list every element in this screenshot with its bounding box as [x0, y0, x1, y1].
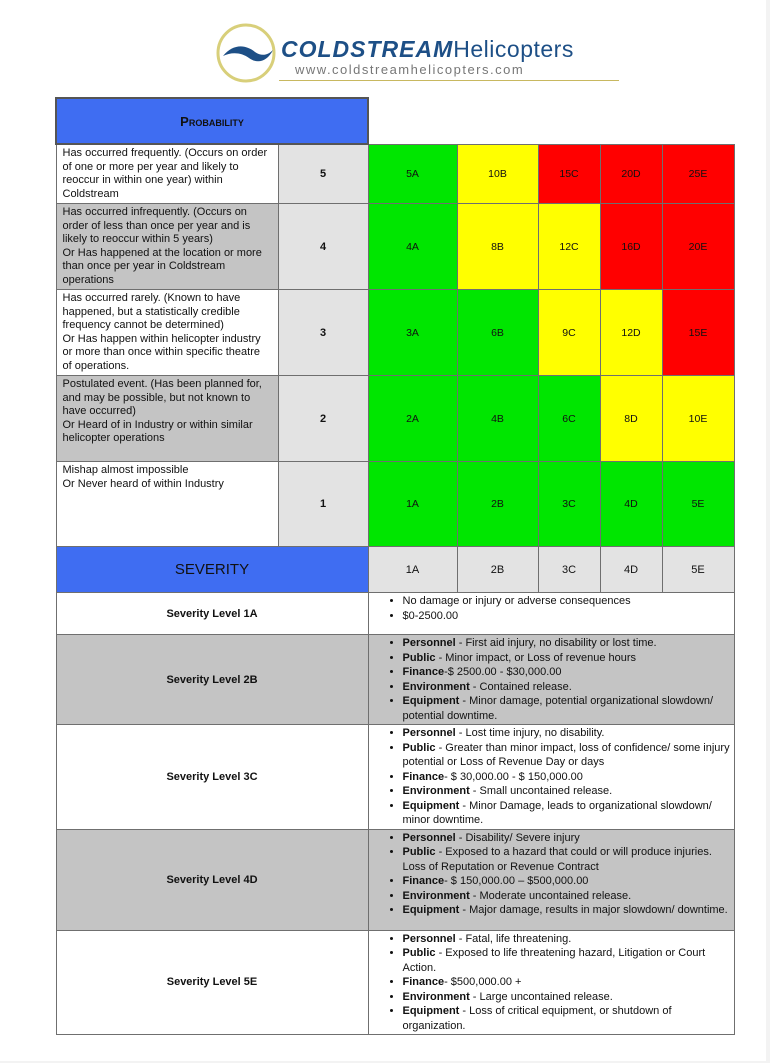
severity-criteria-list	[369, 594, 732, 623]
probability-level: 5	[278, 144, 368, 204]
probability-description-text: Has occurred frequently. (Occurs on order of one or more per year and likely to reoccur in within one year) within Coldstream	[62, 147, 268, 200]
risk-cell: 16D	[600, 204, 662, 290]
severity-criterion	[403, 651, 732, 666]
brand-name	[281, 36, 574, 63]
severity-level-label: Severity Level 5E	[56, 930, 368, 1035]
risk-cell: 3A	[368, 290, 457, 376]
criterion-text: - First aid injury, no disability or lost time.	[455, 637, 657, 649]
severity-level-label: Severity Level 4D	[56, 829, 368, 930]
helicopter-swoosh-icon	[215, 22, 279, 84]
severity-criterion	[403, 799, 732, 828]
brand-name-part1: COLDSTREAM	[281, 36, 454, 62]
probability-description	[56, 290, 278, 376]
criterion-category: Finance	[402, 770, 445, 783]
criterion-category: Public	[402, 947, 436, 959]
severity-level-description	[368, 593, 734, 635]
risk-cell: 2B	[457, 462, 538, 547]
severity-level-description	[368, 635, 734, 725]
criterion-category: Public	[402, 846, 436, 858]
severity-header: SEVERITY	[56, 547, 368, 593]
severity-criterion	[403, 741, 732, 770]
criterion-text: - Minor Damage, leads to organizational slowdown/ minor downtime.	[402, 799, 712, 826]
risk-cell: 6C	[538, 376, 600, 462]
severity-criterion	[403, 609, 732, 624]
severity-criterion	[403, 784, 732, 799]
criterion-text: - Exposed to a hazard that could or will produce injuries. Loss of Reputation or Revenue Contract	[402, 846, 712, 873]
severity-criterion	[403, 932, 732, 947]
severity-criterion	[403, 680, 732, 695]
severity-criterion	[403, 874, 732, 889]
criterion-category: Finance	[402, 875, 445, 887]
probability-description	[56, 144, 278, 204]
criterion-text: - Exposed to life threatening hazard, Litigation or Court Action.	[402, 947, 706, 974]
company-logo	[215, 22, 635, 84]
probability-level: 3	[278, 290, 368, 376]
risk-matrix-table	[55, 97, 735, 1035]
criterion-category: Finance	[402, 976, 445, 988]
risk-cell: 5A	[368, 144, 457, 204]
severity-column-label: 3C	[538, 547, 600, 593]
severity-criteria-list	[369, 831, 732, 918]
severity-criterion	[403, 889, 732, 904]
criterion-text: - Fatal, life threatening.	[455, 932, 572, 945]
severity-criteria-list	[369, 636, 732, 723]
severity-criterion	[403, 726, 732, 741]
severity-criterion	[403, 975, 732, 990]
severity-column-label: 4D	[600, 547, 662, 593]
risk-cell: 8D	[600, 376, 662, 462]
risk-cell: 4B	[457, 376, 538, 462]
criterion-category: Personnel	[402, 831, 456, 844]
risk-cell: 15C	[538, 144, 600, 204]
criterion-text: - Disability/ Severe injury	[455, 831, 580, 844]
severity-criteria-list	[369, 932, 732, 1034]
severity-criterion	[403, 636, 732, 651]
severity-criterion	[403, 594, 732, 609]
brand-name-part2: Helicopters	[453, 36, 574, 62]
severity-level-description	[368, 930, 734, 1035]
probability-description	[56, 462, 278, 547]
criterion-category: Public	[402, 741, 436, 754]
risk-cell: 8B	[457, 204, 538, 290]
risk-cell: 12C	[538, 204, 600, 290]
criterion-text: - Greater than minor impact, loss of confidence/ some injury potential or Loss of Revenue Day or days	[402, 741, 730, 768]
criterion-category: Environment	[402, 680, 470, 693]
probability-level: 4	[278, 204, 368, 290]
criterion-text: - Loss of critical equipment, or shutdown of organization.	[402, 1005, 672, 1032]
probability-description	[56, 376, 278, 462]
criterion-category: Personnel	[402, 727, 456, 739]
probability-level: 2	[278, 376, 368, 462]
logo-underline	[279, 80, 619, 81]
criterion-text: - Moderate uncontained release.	[469, 889, 632, 902]
risk-cell: 4A	[368, 204, 457, 290]
severity-criterion	[403, 770, 732, 785]
criterion-category: Environment	[402, 990, 470, 1003]
risk-cell: 10B	[457, 144, 538, 204]
severity-criterion	[403, 946, 732, 975]
probability-level: 1	[278, 462, 368, 547]
criterion-category: Environment	[402, 785, 470, 797]
criterion-category: Equipment	[402, 1005, 460, 1017]
probability-description-text: Postulated event. (Has been planned for, and may be possible, but not known to have occurred) Or Heard of in Industry or within similar helicopter operations	[62, 378, 262, 444]
severity-criterion	[403, 831, 732, 846]
criterion-category: Equipment	[402, 904, 460, 916]
criterion-category: Personnel	[402, 932, 456, 945]
severity-level-description	[368, 725, 734, 830]
risk-cell: 12D	[600, 290, 662, 376]
criterion-category: Equipment	[402, 799, 460, 812]
criterion-category: Finance	[402, 666, 445, 678]
severity-level-label: Severity Level 2B	[56, 635, 368, 725]
risk-cell: 9C	[538, 290, 600, 376]
severity-level-description	[368, 829, 734, 930]
severity-column-label: 2B	[457, 547, 538, 593]
risk-cell: 15E	[662, 290, 734, 376]
severity-criterion	[403, 694, 732, 723]
probability-description-text: Has occurred infrequently. (Occurs on order of less than once per year and is likely to reoccur within 5 years) Or Has happened at the location or more than once per year in Coldstream operations	[62, 206, 262, 286]
criterion-text: - Lost time injury, no disability.	[455, 727, 605, 739]
criterion-text: -$ 2500.00 - $30,000.00	[444, 666, 562, 678]
risk-cell: 5E	[662, 462, 734, 547]
criterion-text: - Small uncontained release.	[469, 785, 613, 797]
severity-criterion	[403, 903, 732, 918]
blank-corner	[368, 98, 734, 144]
risk-cell: 20D	[600, 144, 662, 204]
severity-column-label: 5E	[662, 547, 734, 593]
criterion-text: - $500,000.00 +	[444, 976, 522, 988]
severity-criterion	[403, 990, 732, 1005]
severity-criterion	[403, 1004, 732, 1033]
criterion-text: - $ 30,000.00 - $ 150,000.00	[444, 770, 583, 783]
criterion-category: Public	[402, 651, 436, 664]
risk-cell: 20E	[662, 204, 734, 290]
risk-cell: 6B	[457, 290, 538, 376]
severity-criterion	[403, 845, 732, 874]
criterion-text: - Contained release.	[469, 680, 572, 693]
criterion-category: Personnel	[402, 637, 456, 649]
severity-level-label: Severity Level 3C	[56, 725, 368, 830]
severity-criteria-list	[369, 726, 732, 828]
probability-header: Probability	[56, 98, 368, 144]
risk-cell: 3C	[538, 462, 600, 547]
criterion-text: - Large uncontained release.	[469, 990, 613, 1003]
probability-description-text: Mishap almost impossible Or Never heard of within Industry	[62, 464, 224, 490]
severity-column-label: 1A	[368, 547, 457, 593]
risk-cell: 2A	[368, 376, 457, 462]
criterion-category: Environment	[402, 889, 470, 902]
criterion-text: - Major damage, results in major slowdown/ downtime.	[459, 904, 728, 916]
criterion-text: - Minor damage, potential organizational slowdown/ potential downtime.	[402, 695, 714, 722]
risk-cell: 1A	[368, 462, 457, 547]
probability-description	[56, 204, 278, 290]
criterion-category: Equipment	[402, 695, 460, 707]
severity-level-label: Severity Level 1A	[56, 593, 368, 635]
severity-criterion	[403, 665, 732, 680]
probability-description-text: Has occurred rarely. (Known to have happened, but a statistically credible frequency cannot be determined) Or Has happen within helicopter industry or more than once within specific theatre of operations.	[62, 292, 261, 372]
risk-cell: 10E	[662, 376, 734, 462]
risk-cell: 4D	[600, 462, 662, 547]
criterion-text: $0-2500.00	[402, 609, 459, 622]
criterion-text: - Minor impact, or Loss of revenue hours	[435, 651, 637, 664]
brand-url: www.coldstreamhelicopters.com	[295, 62, 525, 77]
criterion-text: - $ 150,000.00 – $500,000.00	[444, 875, 589, 887]
risk-cell: 25E	[662, 144, 734, 204]
criterion-text: No damage or injury or adverse consequences	[402, 595, 631, 607]
